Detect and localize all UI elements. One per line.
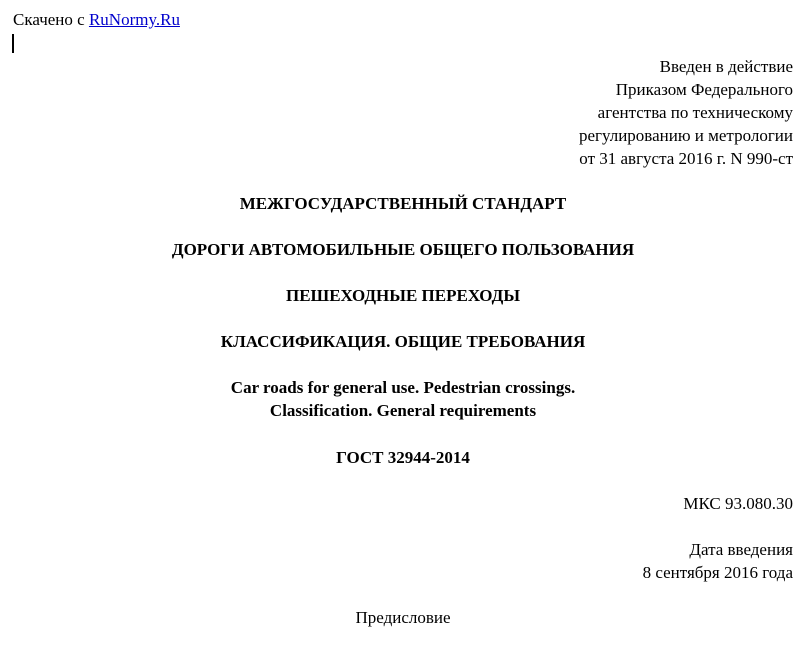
source-line <box>13 9 180 31</box>
english-title <box>0 376 799 422</box>
intro-date-label: Дата введения <box>689 540 793 559</box>
title-line-2: ПЕШЕХОДНЫЕ ПЕРЕХОДЫ <box>285 286 521 305</box>
title-line-3: КЛАССИФИКАЦИЯ. ОБЩИЕ ТРЕБОВАНИЯ <box>220 332 586 351</box>
approval-line: регулированию и метрологии <box>578 126 793 145</box>
intro-date-value: 8 сентября 2016 года <box>642 563 793 582</box>
source-link[interactable]: RuNormy.Ru <box>88 10 180 29</box>
approval-line: от 31 августа 2016 г. N 990-ст <box>579 149 793 168</box>
text-cursor <box>12 34 14 53</box>
foreword-heading: Предисловие <box>355 608 451 627</box>
gost-number: ГОСТ 32944-2014 <box>336 448 470 467</box>
approval-line: Введен в действие <box>659 57 793 76</box>
approval-line: Приказом Федерального <box>615 80 793 99</box>
title-line-1: ДОРОГИ АВТОМОБИЛЬНЫЕ ОБЩЕГО ПОЛЬЗОВАНИЯ <box>171 240 635 259</box>
mks-code: МКС 93.080.30 <box>683 494 793 513</box>
standard-type-heading: МЕЖГОСУДАРСТВЕННЫЙ СТАНДАРТ <box>239 194 567 213</box>
approval-block <box>579 55 793 170</box>
english-title-line: Car roads for general use. Pedestrian crossings. <box>230 378 576 397</box>
intro-date-block <box>643 538 793 584</box>
english-title-line: Classification. General requirements <box>269 401 537 420</box>
approval-line: агентства по техническому <box>597 103 793 122</box>
source-prefix: Скачено с <box>13 10 89 29</box>
